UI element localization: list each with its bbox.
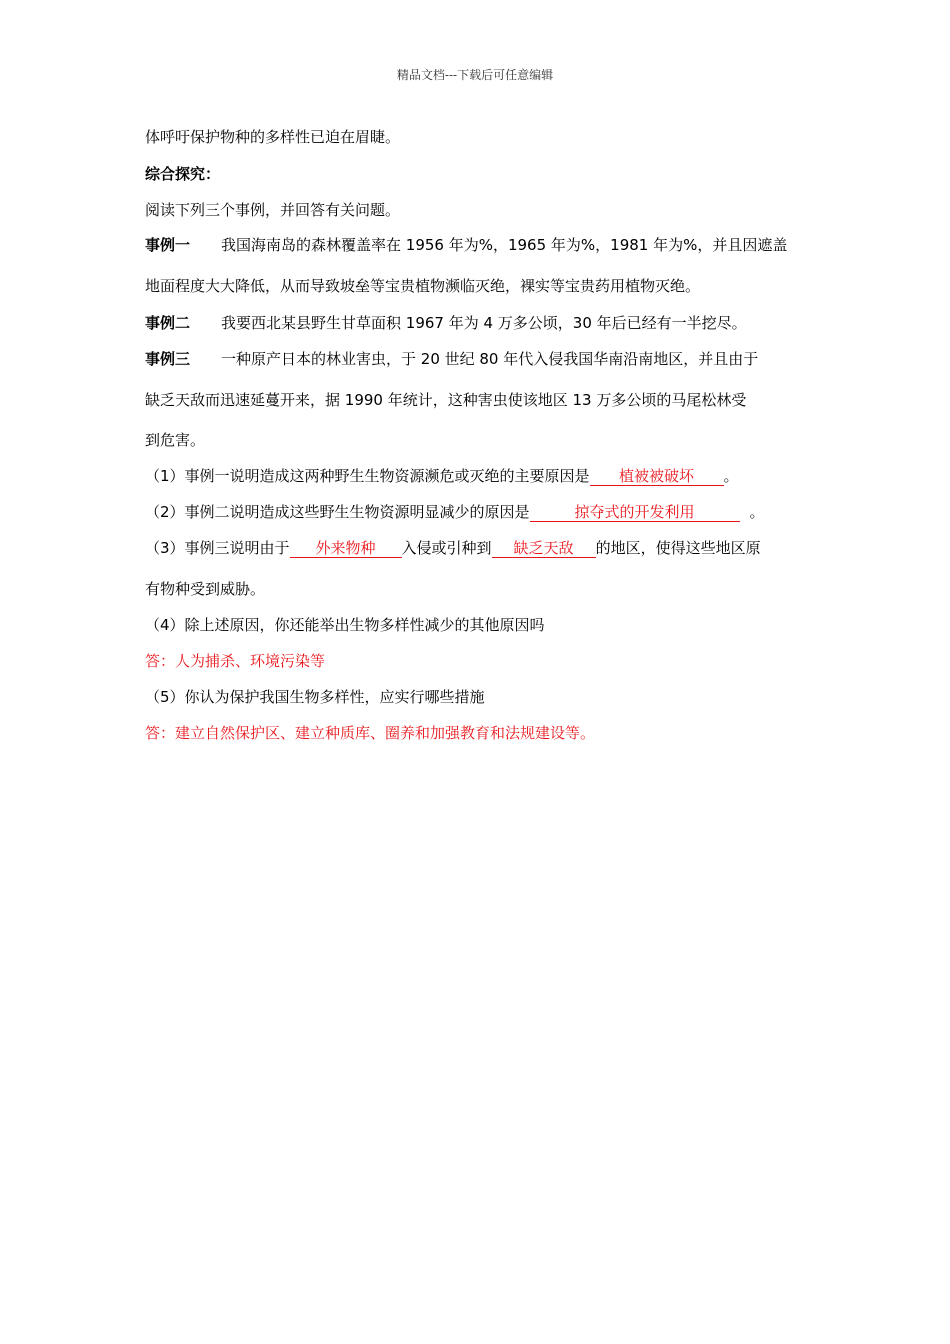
question-5: （5）你认为保护我国生物多样性，应实行哪些措施	[145, 688, 485, 706]
q4-answer: 答：人为捕杀、环境污染等	[145, 652, 326, 670]
case2-text-1: 我要西北某县野生甘草面积 1967 年为 4 万多公顷，30 年后已经有一半挖尽。	[221, 314, 747, 332]
case1-label: 事例一	[145, 236, 191, 254]
question-4: （4）除上述原因，你还能举出生物多样性减少的其他原因吗	[145, 616, 545, 634]
case3-label: 事例三	[145, 350, 191, 368]
q3-answer-blank-1: 外来物种	[290, 539, 402, 558]
case3-line1	[145, 349, 758, 369]
question-1	[145, 466, 739, 486]
q3-middle: 入侵或引种到	[401, 539, 492, 557]
case1-text-2: 地面程度大大降低，从而导致坡垒等宝贵植物濒临灭绝，裸实等宝贵药用植物灭绝。	[145, 277, 701, 295]
instruction-text: 阅读下列三个事例，并回答有关问题。	[145, 201, 401, 219]
q3-suffix: 的地区，使得这些地区原	[595, 539, 761, 557]
q2-suffix: 。	[749, 503, 765, 521]
case3-text-2: 缺乏天敌而迅速延蔓开来，据 1990 年统计，这种害虫使该地区 13 万多公顷的马尾松林受	[145, 391, 747, 409]
q1-answer-blank: 植被被破坏	[590, 467, 724, 486]
q3-answer-blank-2: 缺乏天敌	[492, 539, 596, 558]
case2-line1	[145, 313, 747, 333]
q2-prefix: （2）事例二说明造成这些野生生物资源明显减少的原因是	[145, 503, 530, 521]
case1-text-1: 我国海南岛的森林覆盖率在 1956 年为%，1965 年为%，1981 年为%，并且因遮盖	[221, 236, 788, 254]
case3-text-1: 一种原产日本的林业害虫，于 20 世纪 80 年代入侵我国华南沿南地区，并且由于	[221, 350, 759, 368]
case2-label: 事例二	[145, 314, 191, 332]
intro-tail-text: 体呼吁保护物种的多样性已迫在眉睫。	[145, 128, 401, 146]
q3-line2: 有物种受到威胁。	[145, 580, 266, 598]
case1-line1	[145, 235, 787, 255]
case3-text-3: 到危害。	[145, 431, 206, 449]
q1-prefix: （1）事例一说明造成这两种野生生物资源濒危或灭绝的主要原因是	[145, 467, 590, 485]
q5-answer: 答：建立自然保护区、建立种质库、圈养和加强教育和法规建设等。	[145, 724, 596, 742]
q2-answer-blank: 掠夺式的开发利用	[530, 503, 740, 522]
q1-suffix: 。	[723, 467, 739, 485]
question-3	[145, 538, 761, 558]
page-header: 精品文档---下载后可任意编辑	[396, 68, 554, 82]
q3-prefix: （3）事例三说明由于	[145, 539, 290, 557]
question-2	[145, 502, 765, 522]
section-title: 综合探究：	[145, 165, 221, 183]
